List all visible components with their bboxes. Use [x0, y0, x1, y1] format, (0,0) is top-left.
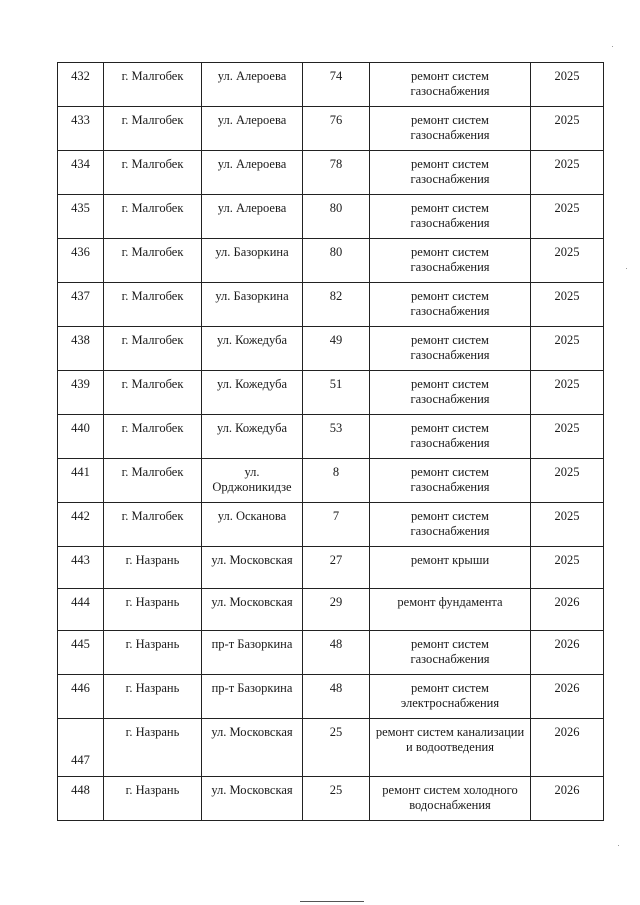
work-cell: ремонт фундамента [370, 589, 531, 631]
house-cell: 29 [303, 589, 370, 631]
table-row [58, 777, 604, 821]
street-cell: ул. Базоркина [202, 283, 303, 327]
row-number: 434 [58, 151, 104, 195]
city-cell: г. Назрань [104, 589, 202, 631]
city-cell: г. Назрань [104, 547, 202, 589]
work-cell: ремонт систем газоснабжения [370, 371, 531, 415]
row-number: 448 [58, 777, 104, 821]
city-cell: г. Малгобек [104, 371, 202, 415]
house-cell: 7 [303, 503, 370, 547]
year-cell: 2025 [531, 415, 604, 459]
work-cell: ремонт систем газоснабжения [370, 415, 531, 459]
city-cell: г. Малгобек [104, 503, 202, 547]
street-cell: пр-т Базоркина [202, 675, 303, 719]
row-number: 444 [58, 589, 104, 631]
work-cell: ремонт систем газоснабжения [370, 503, 531, 547]
year-cell: 2025 [531, 239, 604, 283]
work-cell: ремонт систем газоснабжения [370, 327, 531, 371]
year-cell: 2025 [531, 371, 604, 415]
table-row [58, 631, 604, 675]
row-number: 445 [58, 631, 104, 675]
street-cell: ул. Алероева [202, 151, 303, 195]
year-cell: 2026 [531, 675, 604, 719]
city-cell: г. Малгобек [104, 239, 202, 283]
row-number: 440 [58, 415, 104, 459]
row-number: 437 [58, 283, 104, 327]
street-cell: ул. Кожедуба [202, 415, 303, 459]
year-cell: 2026 [531, 631, 604, 675]
house-cell: 51 [303, 371, 370, 415]
city-cell: г. Малгобек [104, 459, 202, 503]
work-cell: ремонт систем газоснабжения [370, 239, 531, 283]
scan-speck [618, 845, 619, 846]
house-cell: 48 [303, 631, 370, 675]
work-cell: ремонт крыши [370, 547, 531, 589]
table-row [58, 239, 604, 283]
row-number: 438 [58, 327, 104, 371]
scan-speck [612, 46, 613, 47]
table-row [58, 589, 604, 631]
house-cell: 76 [303, 107, 370, 151]
year-cell: 2026 [531, 719, 604, 777]
row-number: 446 [58, 675, 104, 719]
table-row [58, 63, 604, 107]
table-row [58, 503, 604, 547]
year-cell: 2025 [531, 151, 604, 195]
house-cell: 82 [303, 283, 370, 327]
city-cell: г. Назрань [104, 777, 202, 821]
house-cell: 48 [303, 675, 370, 719]
table-row [58, 195, 604, 239]
street-cell: ул. Алероева [202, 107, 303, 151]
street-cell: ул. Орджоникидзе [202, 459, 303, 503]
table-row [58, 371, 604, 415]
city-cell: г. Назрань [104, 675, 202, 719]
footer-rule [300, 901, 364, 902]
year-cell: 2025 [531, 63, 604, 107]
table-row [58, 547, 604, 589]
city-cell: г. Малгобек [104, 195, 202, 239]
house-cell: 80 [303, 239, 370, 283]
year-cell: 2025 [531, 503, 604, 547]
row-number: 443 [58, 547, 104, 589]
table-row [58, 107, 604, 151]
row-number: 436 [58, 239, 104, 283]
house-cell: 27 [303, 547, 370, 589]
year-cell: 2026 [531, 777, 604, 821]
house-cell: 74 [303, 63, 370, 107]
street-cell: ул. Кожедуба [202, 371, 303, 415]
work-cell: ремонт систем газоснабжения [370, 283, 531, 327]
street-cell: ул. Базоркина [202, 239, 303, 283]
row-number: 433 [58, 107, 104, 151]
work-cell: ремонт систем газоснабжения [370, 63, 531, 107]
year-cell: 2025 [531, 547, 604, 589]
street-cell: ул. Московская [202, 719, 303, 777]
year-cell: 2026 [531, 589, 604, 631]
year-cell: 2025 [531, 195, 604, 239]
table-row [58, 151, 604, 195]
city-cell: г. Малгобек [104, 327, 202, 371]
street-cell: ул. Осканова [202, 503, 303, 547]
scan-speck [626, 268, 627, 269]
repair-schedule-table [57, 62, 604, 821]
row-number: 447 [58, 719, 104, 777]
work-cell: ремонт систем газоснабжения [370, 107, 531, 151]
street-cell: ул. Московская [202, 777, 303, 821]
street-cell: ул. Алероева [202, 63, 303, 107]
house-cell: 80 [303, 195, 370, 239]
table-row [58, 459, 604, 503]
house-cell: 25 [303, 777, 370, 821]
city-cell: г. Малгобек [104, 415, 202, 459]
row-number: 442 [58, 503, 104, 547]
work-cell: ремонт систем электроснабжения [370, 675, 531, 719]
work-cell: ремонт систем газоснабжения [370, 195, 531, 239]
city-cell: г. Малгобек [104, 283, 202, 327]
row-number: 435 [58, 195, 104, 239]
house-cell: 8 [303, 459, 370, 503]
table-row [58, 283, 604, 327]
work-cell: ремонт систем канализации и водоотведения [370, 719, 531, 777]
year-cell: 2025 [531, 459, 604, 503]
work-cell: ремонт систем газоснабжения [370, 151, 531, 195]
house-cell: 25 [303, 719, 370, 777]
row-number: 439 [58, 371, 104, 415]
table-row [58, 675, 604, 719]
street-cell: ул. Кожедуба [202, 327, 303, 371]
house-cell: 49 [303, 327, 370, 371]
row-number: 432 [58, 63, 104, 107]
house-cell: 53 [303, 415, 370, 459]
street-cell: ул. Московская [202, 589, 303, 631]
year-cell: 2025 [531, 283, 604, 327]
city-cell: г. Назрань [104, 719, 202, 777]
year-cell: 2025 [531, 107, 604, 151]
city-cell: г. Малгобек [104, 107, 202, 151]
street-cell: ул. Московская [202, 547, 303, 589]
street-cell: ул. Алероева [202, 195, 303, 239]
city-cell: г. Малгобек [104, 63, 202, 107]
work-cell: ремонт систем газоснабжения [370, 459, 531, 503]
house-cell: 78 [303, 151, 370, 195]
row-number: 441 [58, 459, 104, 503]
work-cell: ремонт систем холодного водоснабжения [370, 777, 531, 821]
street-cell: пр-т Базоркина [202, 631, 303, 675]
city-cell: г. Малгобек [104, 151, 202, 195]
city-cell: г. Назрань [104, 631, 202, 675]
table-row [58, 415, 604, 459]
year-cell: 2025 [531, 327, 604, 371]
work-cell: ремонт систем газоснабжения [370, 631, 531, 675]
table-row [58, 327, 604, 371]
table-row [58, 719, 604, 777]
